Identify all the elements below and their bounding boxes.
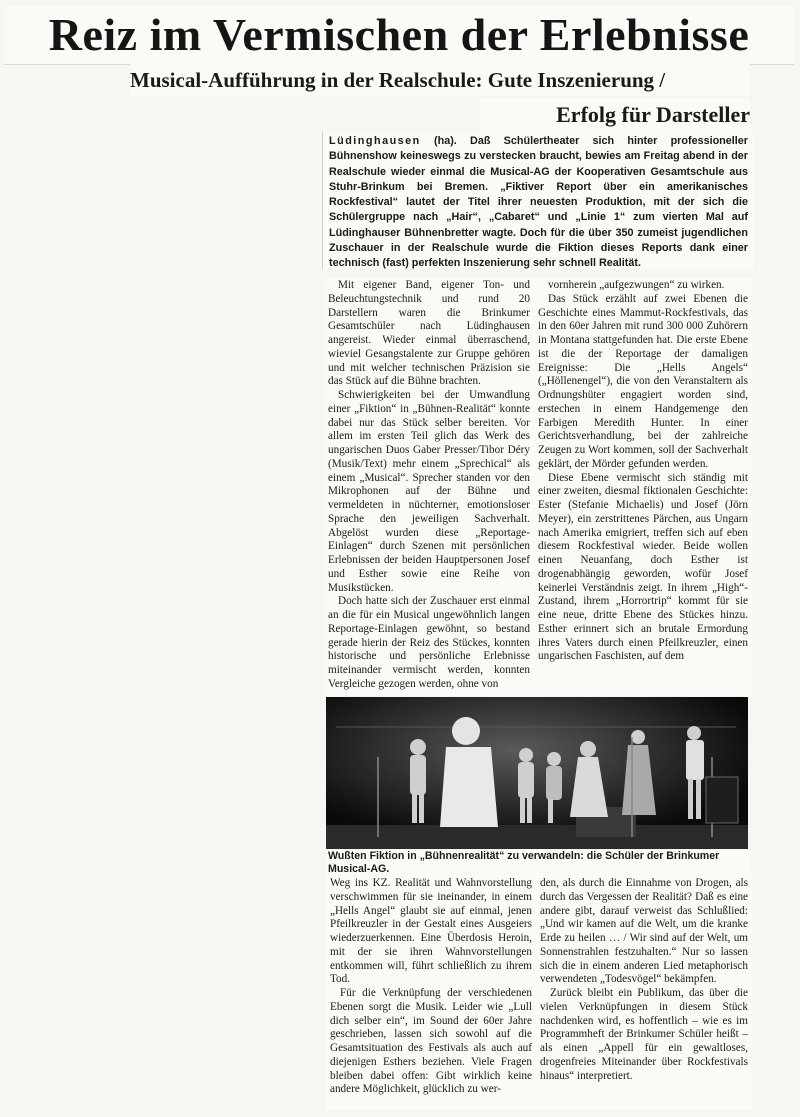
subheadline-line-1: Musical-Aufführung in der Realschule: Gute Inszenierung / <box>130 64 750 96</box>
paragraph: den, als durch die Einnahme von Drogen, als durch das Vergessen der Realität? Daß es eine andere gibt, darauf verweist das Schlußlied: „Und wir kamen auf die Welt, um die kranke Erde zu heilen … / Wir sind auf der Welt, um Sonnenstrahlen festzuhalten.“ Nur so lassen sich die in einem anderen Lied metaphorisch verwendeten „Todesvögel“ bekämpfen. <box>540 877 748 986</box>
subheadline-line-2: Erfolg für Darsteller <box>480 98 750 132</box>
body-column-3 <box>326 876 536 1110</box>
stage-photo <box>326 697 748 849</box>
stage-photo-graphic <box>326 697 748 849</box>
body-column-4 <box>536 876 752 1110</box>
paragraph: Das Stück erzählt auf zwei Ebenen die Geschichte eines Mammut-Rockfestivals, das in den 60er Jahren mit rund 300 000 Zuhörern in Montana stattgefunden hat. Die erste Ebene ist die der Reportage der damaligen Ereignisse: Die „Hells Angels“ („Höllenengel“), die von den Veranstaltern als Ordnungshüter engagiert worden sind, erstechen in einem Handgemenge den Farbigen Meredith Hunter. In einer Gerichtsverhandlung, bei der zahlreiche Zeugen zu Wort kommen, soll der Sachverhalt geklärt, der Mörder gefunden werden. <box>538 292 748 470</box>
paragraph: Schwierigkeiten bei der Umwandlung einer „Fiktion“ in „Bühnen-Realität“ konnte dabei nur das Stück selber bereiten. Vor allem im ersten Teil glich das Werk des ungarischen Duos Gaber Presser/Tibor Déry (Musik/Text) mehr einem „Sprechical“ als einem „Musical“. Sprecher standen vor den Mikrophonen auf der Bühne und vermeldeten in nüchterner, emotionsloser Sprache den jeweiligen Sachverhalt. Abgelöst wurden diese „Reportage-Einlagen“ durch Szenen mit persönlichen Erlebnissen der beiden Hauptpersonen Josef und Esther sowie eine Reihe von Musikstücken. <box>328 389 530 594</box>
lead-text: (ha). Daß Schülertheater sich hinter professioneller Bühnenshow keineswegs zu verstecken braucht, bewies am Freitag abend in der Realschule wieder einmal die Musical-AG der Kooperativen Gesamtschule aus Stuhr-Brinkum bei Bremen. „Fiktiver Report über ein amerikanisches Rockfestival“ lautet der Titel ihrer neuesten Produktion, mit der sich die Schülergruppe nach „Hair“, „Cabaret“ und „Linie 1“ zum vierten Mal auf Lüdinghauser Bühnenbretter wagte. Doch für die über 350 zumeist jugendlichen Zuschauer in der Realschule wurde die Fiktion dieses Reports dank einer technisch (fast) perfekten Inszenierung sehr schnell Realität. <box>329 135 748 269</box>
paragraph: vornherein „aufgezwungen“ zu wirken. <box>548 279 725 291</box>
lead-paragraph <box>322 132 754 269</box>
paragraph: Für die Verknüpfung der verschiedenen Ebenen sorgt die Musik. Leider wie „Lull dich selber ein“, im Sound der 60er Jahre geschrieben, lassen sich sowohl auf die Gesamtsituation des Festivals als auch auf diejenigen Esthers beziehen. Viele Fragen bleiben dabei offen: Gibt wirklich keine andere Möglichkeit, glücklich zu wer- <box>330 987 532 1096</box>
paragraph: Weg ins KZ. Realität und Wahnvorstellung verschwimmen für sie ineinander, in einem „Hells Angel“ glaubt sie auf einmal, jenen Pfeilkreuzler in der Gestalt eines Ausgeiers wiederzuerkennen. Eine Überdosis Heroin, mit der sie ihren Wahnvorstellungen entkommen will, führt schließlich zu ihrem Tod. <box>330 877 532 986</box>
body-column-1 <box>324 278 534 696</box>
paragraph: Doch hatte sich der Zuschauer erst einmal an die für ein Musical ungewöhnlich langen Reportage-Einlagen gewöhnt, so bestand gerade hierin der Reiz des Stückes, konnten historische und persönliche Erlebnisse miteinander vermischt werden, konnten Vergleiche gezogen werden, ohne von <box>328 595 530 690</box>
headline: Reiz im Vermischen der Erlebnisse <box>4 6 794 65</box>
body-column-2 <box>534 278 752 696</box>
paragraph: Zurück bleibt ein Publikum, das über die vielen Verknüpfungen in diesem Stück nachdenken wird, es hoffentlich – wie es im Programmheft der Brinkumer Schüler heißt – als einen „Appell für ein gewaltloses, drogenfreies Miteinander über Rockfestivals hinaus“ interpretiert. <box>540 987 748 1082</box>
dateline-place: Lüdinghausen <box>329 135 421 147</box>
paragraph: Diese Ebene vermischt sich ständig mit einer zweiten, diesmal fiktionalen Geschichte: Ester (Stefanie Michaelis) und Josef (Jörn Meyer), ein zerstrittenes Pärchen, aus Ungarn nach Amerika emigriert, treffen sich auf eben diesem Rockfestival wieder. Beide wollen einen Neuanfang, doch Esther ist drogenabhängig geworden, wofür Josef keinerlei Verständnis zeigt. In ihrem „High“-Zustand, ihrem „Horrortrip“ kommt für sie eine neue, dritte Ebene des Stückes hinzu. Esther erinnert sich an brutale Ermordung ihres Vaters durch einen Pfeilkreuzler, einen ungarischen Faschisten, auf dem <box>538 471 748 663</box>
paragraph: Mit eigener Band, eigener Ton- und Beleuchtungstechnik und rund 20 Darstellern waren die Brinkumer Gesamtschüler nach Lüdinghausen angereist. Wieder einmal überraschend, wieviel Gesangstalente zur Gruppe gehören und mit welcher technischen Präzision sie das Stück auf die Bühne brachten. <box>328 279 530 388</box>
photo-caption: Wußten Fiktion in „Bühnenrealität“ zu verwandeln: die Schüler der Brinkumer Musical-AG. <box>326 850 750 876</box>
